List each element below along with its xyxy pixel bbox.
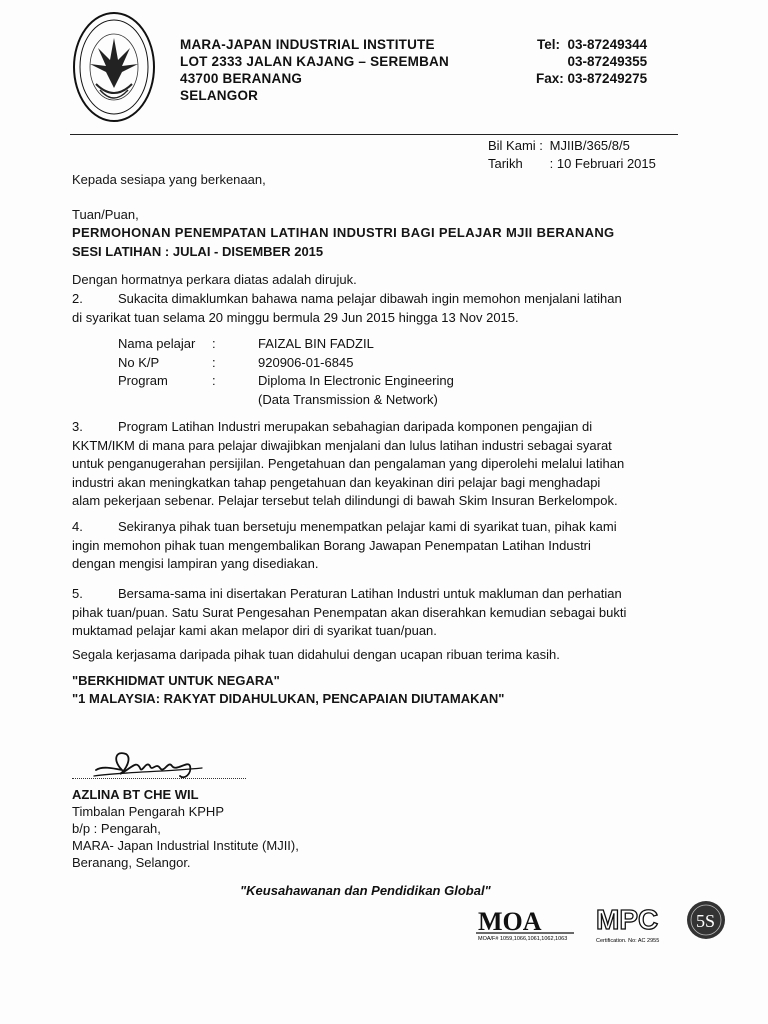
colon: : (212, 336, 216, 351)
tel-label: Tel: (537, 37, 561, 52)
footer-motto: "Keusahawanan dan Pendidikan Global" (240, 883, 491, 898)
header-divider (70, 134, 678, 135)
bil-value: MJIIB/365/8/5 (549, 138, 630, 153)
para5-line-3: muktamad pelajar kami akan melapor diri di syarikat tuan/puan. (72, 623, 437, 638)
para4-number: 4. (72, 519, 83, 534)
para4-line-1 (72, 518, 678, 537)
para3-line-5: alam pekerjaan sebenar. Pelajar tersebut telah dilindungi di bawah Skim Insuran Berkelompok. (72, 493, 618, 508)
closing-line: Segala kerjasama daripada pihak tuan didahului dengan ucapan ribuan terima kasih. (72, 647, 560, 662)
para3-line-3: untuk penganugerahan persijilan. Pengetahuan dan pengalaman yang diperolehi melalui latihan (72, 456, 625, 471)
tarikh-label: Tarikh (488, 156, 523, 171)
reference-block (488, 137, 656, 173)
signatory-line-3: MARA- Japan Industrial Institute (MJII), (72, 838, 299, 853)
greeting: Tuan/Puan, (72, 207, 139, 222)
slogan-2: "1 MALAYSIA: RAKYAT DIDAHULUKAN, PENCAPAIAN DIUTAMAKAN" (72, 691, 505, 706)
address-line-2: 43700 BERANANG (180, 71, 303, 86)
para2-text-1: Sukacita dimaklumkan bahawa nama pelajar dibawah ingin memohon menjalani latihan (118, 291, 622, 306)
para4-text-1: Sekiranya pihak tuan bersetuju menempatkan pelajar kami di syarikat tuan, pihak kami (118, 519, 617, 534)
para3-number: 3. (72, 419, 83, 434)
fax-line (536, 70, 647, 87)
para3-text-1: Program Latihan Industri merupakan sebahagian daripada komponen pengajian di (118, 419, 593, 434)
mpc-logo-text: MPC (596, 904, 659, 935)
student-program-value-2: (Data Transmission & Network) (258, 391, 438, 407)
para3-line-4: industri akan meningkatkan tahap pengetahuan dan keyakinan diri pelajar bagi menghadapi (72, 474, 601, 490)
para2-line-1 (72, 290, 678, 309)
slogan-1: "BERKHIDMAT UNTUK NEGARA" (72, 673, 280, 688)
tarikh-value: : 10 Februari 2015 (549, 156, 656, 171)
student-name-label: Nama pelajar (118, 336, 196, 351)
institute-seal-icon (72, 10, 156, 124)
student-ic-value: 920906-01-6845 (258, 354, 354, 370)
paragraph-4 (72, 518, 678, 574)
para5-text-1: Bersama-sama ini disertakan Peraturan Latihan Industri untuk makluman dan perhatian (118, 586, 622, 601)
para5-line-2: pihak tuan/puan. Satu Surat Pengesahan Penempatan akan diserahkan kemudian sebagai bukti (72, 604, 627, 620)
subject-line-1: PERMOHONAN PENEMPATAN LATIHAN INDUSTRI BAGI PELAJAR MJII BERANANG (72, 225, 615, 240)
subject-line-2: SESI LATIHAN : JULAI - DISEMBER 2015 (72, 244, 324, 259)
para3-line-1 (72, 418, 678, 437)
paragraph-3 (72, 418, 678, 511)
ref-bil (488, 137, 656, 155)
fax-number: 03-87249275 (567, 71, 648, 86)
signatory-block (72, 786, 299, 871)
para3-line-2: KKTM/IKM di mana para pelajar diwajibkan menjalani dan lulus latihan industri sebagai syarat (72, 437, 612, 453)
paragraph-2 (72, 290, 678, 327)
student-ic-row (118, 354, 454, 373)
signature-icon (92, 746, 212, 782)
institute-name: MARA-JAPAN INDUSTRIAL INSTITUTE (180, 37, 435, 52)
colon: : (212, 354, 216, 370)
para5-number: 5. (72, 586, 83, 601)
mpc-caption: Certification. No: AC 2955 (596, 938, 660, 944)
tel-line-1 (536, 36, 647, 53)
student-details (118, 335, 454, 409)
salutation: Kepada sesiapa yang berkenaan, (72, 172, 266, 187)
mpc-badge-text: 5S (696, 911, 716, 931)
colon: : (212, 373, 216, 388)
para5-line-1 (72, 585, 678, 604)
opening-line: Dengan hormatnya perkara diatas adalah dirujuk. (72, 272, 357, 287)
student-program-row (118, 372, 454, 391)
mpc-logo-icon (594, 900, 730, 944)
signatory-name: AZLINA BT CHE WIL (72, 787, 199, 802)
moa-logo-icon (474, 902, 578, 942)
student-program-label: Program (118, 373, 168, 388)
para4-line-2: ingin memohon pihak tuan mengembalikan Borang Jawapan Penempatan Latihan Industri (72, 537, 591, 553)
signatory-title: Timbalan Pengarah KPHP (72, 804, 224, 819)
bil-label: Bil Kami : (488, 138, 543, 153)
para2-number: 2. (72, 291, 83, 306)
para2-line-2: di syarikat tuan selama 20 minggu bermula 29 Jun 2015 hingga 13 Nov 2015. (72, 309, 519, 325)
student-program-row-2 (118, 391, 454, 410)
tel-1: 03-87249344 (567, 37, 648, 52)
institute-address (180, 36, 449, 104)
student-program-value: Diploma In Electronic Engineering (258, 373, 454, 388)
signature-line (72, 778, 246, 779)
contact-numbers (536, 36, 647, 87)
moa-caption: MOA/F# 1059,1066,1061,1062,1063 (478, 936, 568, 942)
signatory-line-2: b/p : Pengarah, (72, 821, 161, 836)
address-line-1: LOT 2333 JALAN KAJANG – SEREMBAN (180, 54, 449, 69)
student-name-value: FAIZAL BIN FADZIL (258, 336, 374, 351)
student-ic-label: No K/P (118, 354, 160, 370)
tel-line-2: 03-87249355 (567, 54, 648, 69)
fax-label: Fax: (536, 71, 564, 86)
address-line-3: SELANGOR (180, 88, 259, 103)
signatory-line-4: Beranang, Selangor. (72, 855, 191, 870)
paragraph-5 (72, 585, 678, 641)
ref-tarikh (488, 155, 656, 173)
para4-line-3: dengan mengisi lampiran yang disediakan. (72, 556, 319, 571)
moa-logo-text: MOA (478, 907, 542, 936)
student-name-row (118, 335, 454, 354)
